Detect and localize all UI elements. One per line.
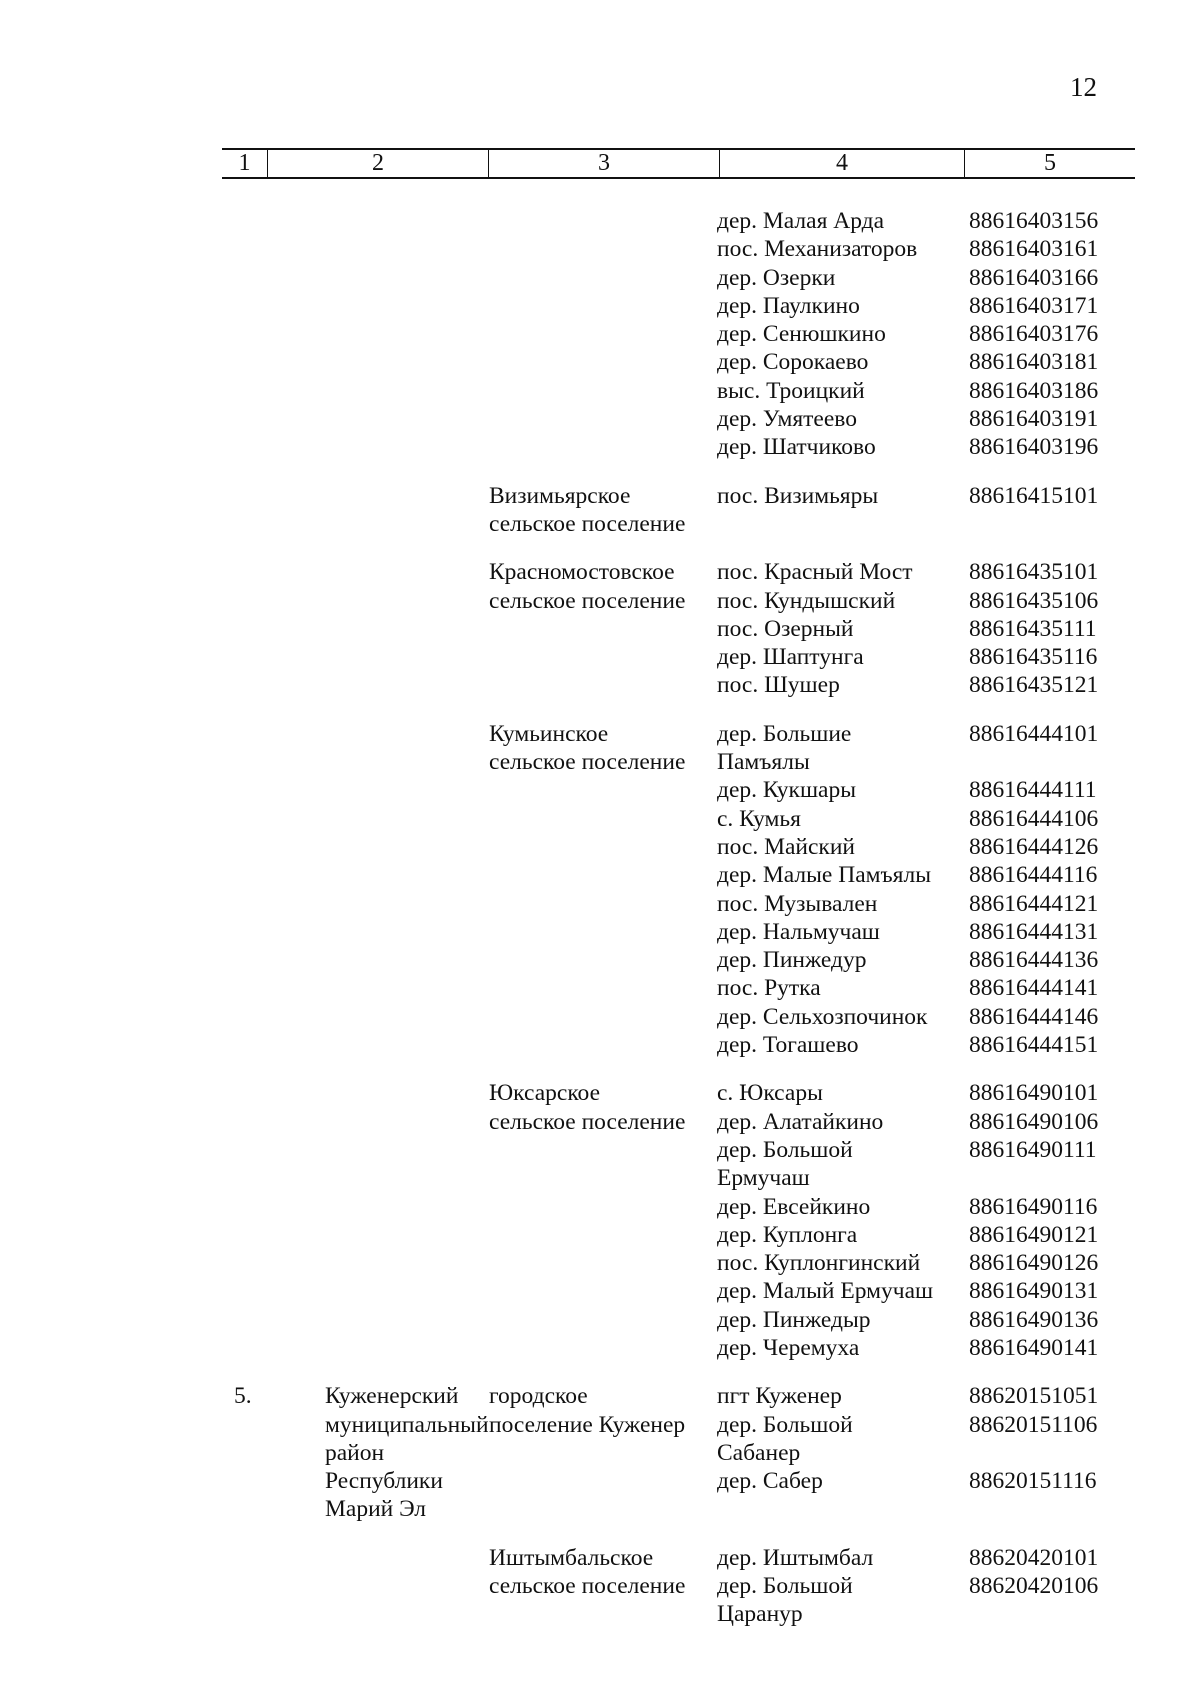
place-row [717,292,1131,320]
oktmo-code: 88616435121 [969,672,1099,699]
place-name: дер. Нальмучаш [717,918,880,945]
district-name: Куженерский муниципальный район Республики Марий Эл [325,1383,489,1523]
row-number [222,1079,267,1362]
oktmo-code: 88616490131 [969,1278,1099,1305]
oktmo-code: 88616435111 [969,615,1097,642]
row-number [222,482,267,539]
oktmo-code: 88616403191 [969,406,1099,433]
place-name: дер. Сельхозпочинок [717,1003,928,1030]
place-name: с. Юксары [717,1080,823,1107]
oktmo-code: 88616444151 [969,1032,1099,1059]
row-number: 5. [234,1383,252,1410]
place-list [717,482,1131,539]
oktmo-code: 88616403196 [969,434,1099,461]
oktmo-code: 88616403161 [969,236,1099,263]
column-header: 4 [720,149,965,178]
place-row [717,861,1131,889]
oktmo-code: 88616403181 [969,349,1099,376]
settlement-name: Красномостовское сельское поселение [489,559,686,614]
settlement-block [222,207,1132,462]
district-name [267,207,487,462]
oktmo-code: 88616435101 [969,559,1099,586]
place-row [717,918,1131,946]
place-row [717,643,1131,671]
place-row [717,1334,1131,1362]
place-name: пос. Кундышский [717,587,896,614]
settlement-name [487,207,717,462]
place-row [717,1136,1131,1193]
place-row [717,1306,1131,1334]
place-row [717,1031,1131,1059]
place-row [717,482,1131,510]
place-name: дер. Большой Царанур [717,1573,853,1628]
place-row [717,974,1131,1002]
place-list [717,720,1131,1060]
place-row [717,833,1131,861]
place-row [717,615,1131,643]
place-row [717,776,1131,804]
column-header: 3 [489,149,720,178]
place-row [717,1572,1131,1629]
district-name [267,1544,487,1629]
place-name: пос. Красный Мост [717,559,913,586]
oktmo-code: 88616415101 [969,482,1099,509]
place-row [717,671,1131,699]
oktmo-code: 88616444116 [969,862,1098,889]
place-row [717,348,1131,376]
row-number [222,207,267,462]
place-row [717,1411,1131,1468]
place-name: дер. Сенюшкино [717,321,886,348]
column-header-row [222,148,1135,179]
oktmo-code: 88616490126 [969,1250,1099,1277]
district-name [267,558,487,699]
place-row [717,405,1131,433]
oktmo-code: 88616444146 [969,1003,1099,1030]
place-name: дер. Черемуха [717,1334,860,1361]
row-number [222,558,267,699]
oktmo-code: 88616403186 [969,377,1099,404]
district-name [267,1079,487,1362]
place-name: с. Кумья [717,805,801,832]
place-name: пос. Визимьяры [717,482,879,509]
settlement-name: Визимьярское сельское поселение [489,482,686,537]
place-row [717,946,1131,974]
place-name: пос. Рутка [717,975,821,1002]
settlement-block [222,1079,1132,1362]
oktmo-code: 88616435116 [969,644,1098,671]
place-name: дер. Малые Памъялы [717,862,931,889]
oktmo-code: 88616444101 [969,720,1099,747]
place-name: пос. Механизаторов [717,236,918,263]
oktmo-code: 88616435106 [969,587,1099,614]
place-list [717,1544,1131,1629]
oktmo-code: 88616444121 [969,890,1099,917]
place-list [717,1079,1131,1362]
oktmo-code: 88616490106 [969,1108,1099,1135]
place-name: дер. Алатайкино [717,1108,884,1135]
oktmo-code: 88616490116 [969,1193,1098,1220]
place-row [717,207,1131,235]
place-row [717,1108,1131,1136]
place-name: дер. Пинжедур [717,947,867,974]
oktmo-code: 88616444136 [969,947,1099,974]
place-name: пос. Озерный [717,615,854,642]
block-spacer [222,538,1132,558]
place-name: выс. Троицкий [717,377,865,404]
oktmo-code: 88616490101 [969,1080,1099,1107]
place-row [717,1382,1131,1410]
place-row [717,1467,1131,1495]
place-name: дер. Сорокаево [717,349,869,376]
oktmo-code: 88616403166 [969,264,1099,291]
place-row [717,264,1131,292]
oktmo-code: 88616403171 [969,292,1099,319]
oktmo-code: 88616490121 [969,1221,1099,1248]
place-name: пос. Майский [717,833,855,860]
oktmo-code: 88616444111 [969,777,1097,804]
place-row [717,377,1131,405]
place-row [717,1221,1131,1249]
block-spacer [222,1059,1132,1079]
place-row [717,320,1131,348]
place-name: дер. Иштымбал [717,1544,874,1571]
place-name: дер. Куплонга [717,1221,858,1248]
district-name [267,482,487,539]
settlement-name: городское поселение Куженер [489,1383,686,1438]
settlement-name: Юксарское сельское поселение [489,1080,686,1135]
place-name: дер. Евсейкино [717,1193,871,1220]
oktmo-code: 88620151051 [969,1383,1099,1410]
oktmo-code: 88616490111 [969,1136,1097,1163]
place-name: дер. Кукшары [717,777,857,804]
oktmo-code: 88616403156 [969,208,1099,234]
settlement-block [222,558,1132,699]
column-header: 1 [222,149,268,178]
column-header: 5 [965,149,1136,178]
place-list [717,558,1131,699]
oktmo-code: 88616444126 [969,833,1099,860]
place-name: пос. Куплонгинский [717,1250,921,1277]
place-name: пгт Куженер [717,1383,842,1410]
settlement-block [222,1382,1132,1523]
place-name: дер. Шатчиково [717,434,876,461]
place-row [717,890,1131,918]
place-name: пос. Музывален [717,890,878,917]
place-name: дер. Малая Арда [717,208,885,234]
place-name: дер. Большие Памъялы [717,720,852,776]
block-spacer [222,700,1132,720]
place-row [717,1249,1131,1277]
place-row [717,720,1131,777]
place-name: дер. Сабер [717,1468,823,1495]
row-number [222,1544,267,1629]
settlement-block [222,1544,1132,1629]
place-name: дер. Пинжедыр [717,1306,871,1333]
place-row [717,1079,1131,1107]
settlement-block [222,482,1132,539]
page-number: 12 [1070,72,1097,102]
place-row [717,1277,1131,1305]
settlements-table-body [222,207,1132,1629]
place-name: дер. Умятеево [717,406,857,433]
place-name: дер. Тогашево [717,1032,859,1059]
place-row [717,587,1131,615]
place-name: дер. Шаптунга [717,644,864,671]
place-row [717,235,1131,263]
place-name: дер. Большой Ермучаш [717,1136,853,1192]
place-row [717,558,1131,586]
row-number [222,720,267,1060]
place-row [717,805,1131,833]
settlement-name: Кумьинское сельское поселение [489,720,686,776]
settlement-block [222,720,1132,1060]
place-name: пос. Шушер [717,672,840,699]
column-header: 2 [268,149,489,178]
place-row [717,1544,1131,1572]
place-row [717,433,1131,461]
block-spacer [222,462,1132,482]
oktmo-code: 88620420106 [969,1573,1099,1600]
place-list [717,207,1131,462]
place-name: дер. Паулкино [717,292,860,319]
settlement-name: Иштымбальское сельское поселение [489,1544,686,1600]
block-spacer [222,1524,1132,1544]
oktmo-code: 88616490136 [969,1306,1099,1333]
block-spacer [222,1362,1132,1382]
oktmo-code: 88616444131 [969,918,1099,945]
oktmo-code: 88620420101 [969,1544,1099,1571]
oktmo-code: 88616444106 [969,805,1099,832]
place-row [717,1193,1131,1221]
oktmo-code: 88616490141 [969,1334,1099,1361]
place-name: дер. Большой Сабанер [717,1411,853,1466]
district-name [267,720,487,1060]
oktmo-code: 88616444141 [969,975,1099,1002]
oktmo-code: 88620151116 [969,1468,1097,1495]
place-name: дер. Малый Ермучаш [717,1278,934,1305]
place-name: дер. Озерки [717,264,836,291]
oktmo-code: 88616403176 [969,321,1099,348]
place-row [717,1003,1131,1031]
place-list [717,1382,1131,1523]
oktmo-code: 88620151106 [969,1411,1098,1438]
